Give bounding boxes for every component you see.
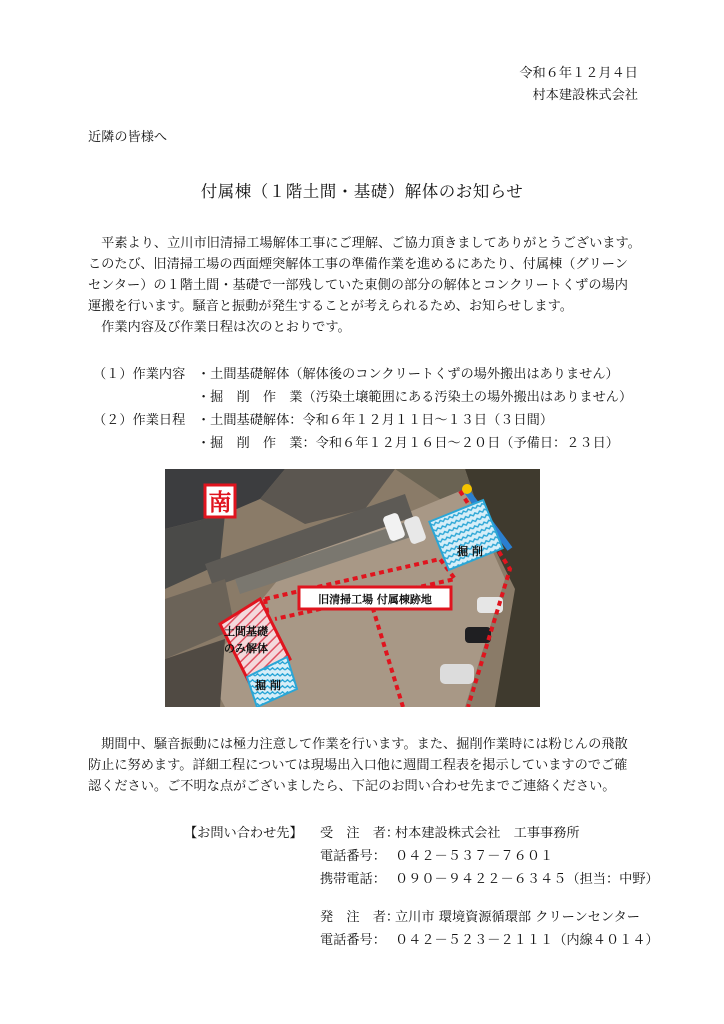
contact-heading: 【お問い合わせ先】 [184, 826, 303, 841]
phone-label: 電話番号： [320, 849, 386, 864]
page-title: 付属棟（１階土間・基礎）解体のお知らせ [200, 182, 524, 201]
intro-paragraph [88, 233, 648, 338]
schedule-head: （２）作業日程 [93, 413, 186, 428]
schedule-item: ・掘 削 作 業（汚染土壌範囲にある汚染土の場外搬出はありません） [197, 390, 633, 405]
greeting: 近隣の皆様へ [88, 130, 168, 145]
schedule-item: ・掘 削 作 業：令和６年１２月１６日～２０日（予備日：２３日） [197, 436, 619, 451]
aerial-site-photo [165, 469, 540, 707]
intro-line: 運搬を行います。騒音と振動が発生することが考えられるため、お知らせします。 [88, 299, 573, 314]
closing-paragraph [88, 734, 648, 797]
intro-line: このたび、旧清掃工場の西面煙突解体工事の準備作業を進めるにあたり、付属棟（グリーン [88, 257, 628, 272]
intro-line: センター）の１階土間・基礎で一部残していた東側の部分の解体とコンクリートくずの場内 [88, 278, 628, 293]
contractor-name: 村本建設株式会社 工事事務所 [395, 826, 580, 841]
slab-label: のみ解体 [224, 642, 268, 655]
closing-line: 防止に努めます。詳細工程については現場出入口他に週間工程表を掲示していますのでご確 [88, 758, 628, 773]
mobile-number: ０９０－９４２２－６３４５（担当：中野） [395, 872, 659, 887]
phone-number: ０４２－５３７－７６０１ [395, 849, 554, 864]
intro-line: 平素より、立川市旧清掃工場解体工事にご理解、ご協力頂きましてありがとうございます。 [88, 236, 641, 251]
mobile-label: 携帯電話： [320, 872, 386, 887]
schedule-item: ・土間基礎解体：令和６年１２月１１日～１３日（３日間） [197, 413, 554, 428]
closing-line: 期間中、騒音振動には極力注意して作業を行います。また、掘削作業時には粉じんの飛散 [88, 737, 628, 752]
client-label: 発 注 者： [320, 910, 400, 925]
south-marker: 南 [208, 490, 232, 516]
site-label: 旧清掃工場 付属棟跡地 [318, 593, 432, 606]
contractor-label: 受 注 者： [320, 826, 400, 841]
issuer-company: 村本建設株式会社 [532, 88, 638, 103]
intro-line: 作業内容及び作業日程は次のとおりです。 [88, 320, 351, 335]
schedule-item: ・土間基礎解体（解体後のコンクリートくずの場外搬出はありません） [197, 367, 619, 382]
slab-label: 土間基礎 [224, 625, 268, 638]
client-phone-label: 電話番号： [320, 933, 386, 948]
excavation-label: 掘 削 [457, 545, 483, 558]
issue-date: 令和６年１２月４日 [519, 66, 638, 81]
client-phone-number: ０４２－５２３－２１１１（内線４０１４） [395, 933, 659, 948]
client-name: 立川市 環境資源循環部 クリーンセンター [395, 910, 640, 925]
closing-line: 認ください。ご不明な点がございましたら、下記のお問い合わせ先までご連絡ください。 [88, 779, 616, 794]
excavation-label: 掘 削 [255, 679, 281, 692]
schedule-head: （１）作業内容 [93, 367, 186, 382]
